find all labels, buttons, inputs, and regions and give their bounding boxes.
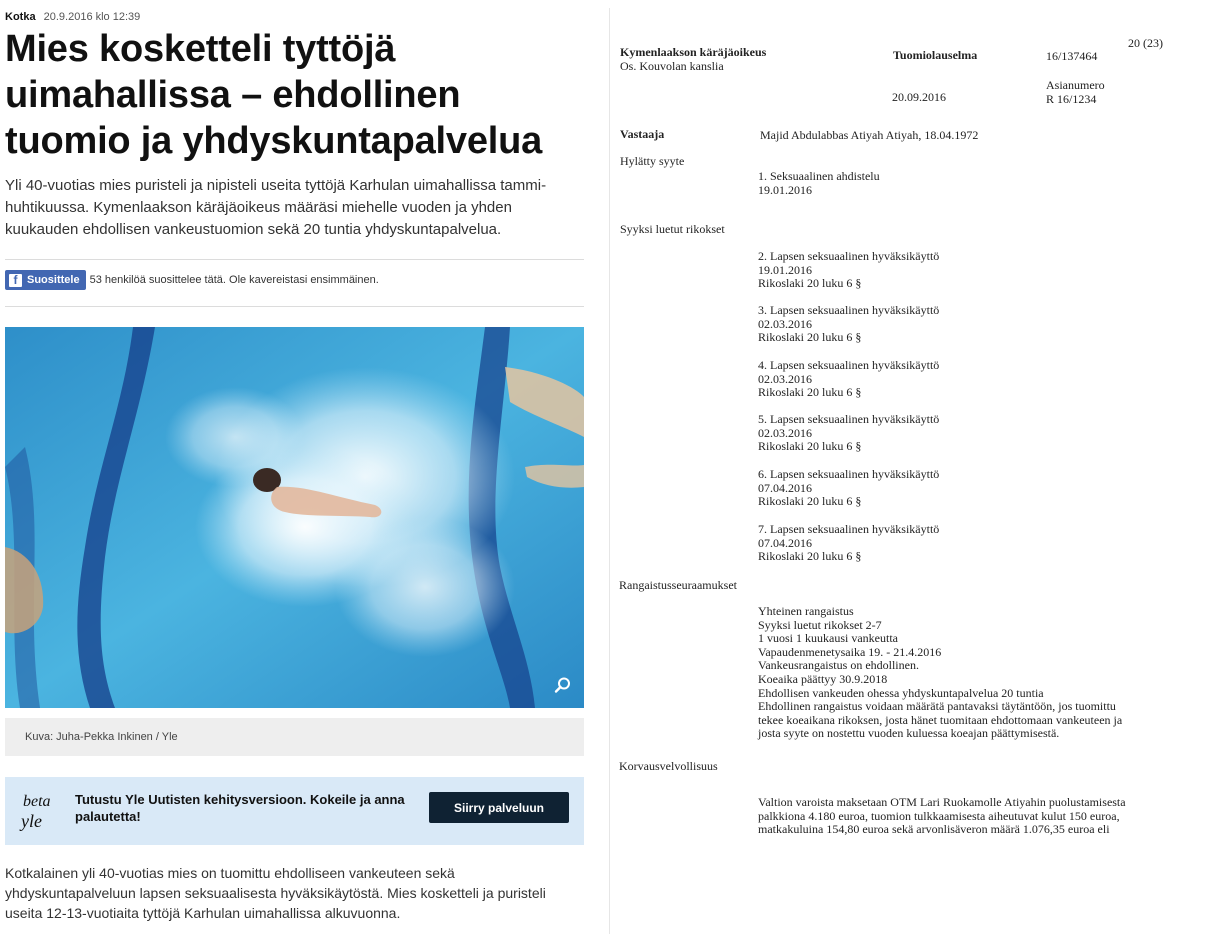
facebook-recommend-count: 53 henkilöä suosittelee tätä. Ole kavereistasi ensimmäinen. — [89, 274, 379, 286]
article-photo[interactable] — [5, 327, 584, 708]
court-document — [610, 0, 1206, 934]
beta-promo-text: Tutustu Yle Uutisten kehitysversioon. Kokeile ja anna palautetta! — [75, 792, 405, 824]
offense-item — [758, 523, 939, 564]
photo-caption — [5, 718, 584, 756]
offense-title: 3. Lapsen seksuaalinen hyväksikäyttö — [758, 303, 940, 317]
offense-law: Rikoslaki 20 luku 6 § — [758, 276, 862, 291]
swimmer-in-pool-image — [5, 327, 584, 708]
article-meta — [5, 11, 140, 23]
beta-logo-line-1: beta — [23, 793, 51, 810]
offense-date: 07.04.2016 — [758, 535, 812, 550]
offense-title: 2. Lapsen seksuaalinen hyväksikäyttö — [758, 249, 940, 263]
sanction-line: Vapaudenmenetysaika 19. - 21.4.2016 — [758, 644, 942, 659]
news-article — [5, 0, 585, 934]
offense-law: Rikoslaki 20 luku 6 § — [758, 549, 862, 564]
document-number: 16/137464 — [1046, 49, 1098, 63]
sanction-line: Ehdollinen rangaistus voidaan määrätä pantavaksi täytäntöön, jos tuomittu — [758, 699, 1116, 714]
offense-title: 4. Lapsen seksuaalinen hyväksikäyttö — [758, 358, 940, 372]
sanctions-block — [758, 605, 1122, 741]
facebook-recommend-label: Suosittele — [27, 274, 80, 286]
offense-title: 7. Lapsen seksuaalinen hyväksikäyttö — [758, 522, 940, 536]
offense-item — [758, 468, 939, 509]
dismissed-charge-label: Hylätty syyte — [620, 154, 685, 168]
court-office: Os. Kouvolan kanslia — [620, 59, 724, 73]
facebook-icon: f — [9, 274, 22, 287]
liability-label: Korvausvelvollisuus — [619, 759, 718, 773]
divider-bottom — [5, 306, 584, 307]
offense-title: 6. Lapsen seksuaalinen hyväksikäyttö — [758, 467, 940, 481]
article-date: 20.9.2016 klo 12:39 — [43, 11, 141, 23]
case-number-label: Asianumero — [1046, 78, 1105, 92]
sanction-line: Vankeusrangaistus on ehdollinen. — [758, 658, 919, 673]
court-name: Kymenlaakson käräjäoikeus — [620, 45, 767, 59]
sanction-line: Syyksi luetut rikokset 2-7 — [758, 617, 882, 632]
beta-yle-logo — [19, 789, 59, 833]
dismissed-charge-line: 1. Seksuaalinen ahdistelu — [758, 169, 880, 183]
divider-top — [5, 259, 584, 260]
page-number: 20 (23) — [1128, 36, 1163, 50]
document-date: 20.09.2016 — [892, 90, 946, 104]
defendant-name: Majid Abdulabbas Atiyah Atiyah, 18.04.1972 — [760, 128, 979, 142]
offense-law: Rikoslaki 20 luku 6 § — [758, 330, 862, 345]
sanction-line: Ehdollisen vankeuden ohessa yhdyskuntapalvelua 20 tuntia — [758, 685, 1044, 700]
dismissed-charge — [758, 170, 880, 197]
liability-line: matkakuluina 154,80 euroa sekä arvonlisäveron määrä 1.076,35 euroa eli — [758, 822, 1110, 837]
offense-date: 02.03.2016 — [758, 371, 812, 386]
offense-item — [758, 359, 939, 400]
sanctions-label: Rangaistusseuraamukset — [619, 578, 737, 592]
offense-law: Rikoslaki 20 luku 6 § — [758, 385, 862, 400]
facebook-recommend-button[interactable] — [5, 270, 86, 290]
beta-promo-banner — [5, 777, 584, 845]
offense-item — [758, 250, 939, 291]
article-body: Kotkalainen yli 40-vuotias mies on tuomittu ehdolliseen vankeuteen sekä yhdyskuntapalveluun lapsen seksuaalisesta hyväksikäytöstä. Mies kosketteli ja puristeli useita 12-13-vuotiaita tyttöjä Karhulan uimahallissa alkuvuonna. — [5, 865, 546, 921]
go-to-service-button[interactable]: Siirry palveluun — [429, 792, 569, 823]
liability-line: Valtion varoista maksetaan OTM Lari Ruokamolle Atiyahin puolustamisesta — [758, 795, 1126, 809]
offense-date: 07.04.2016 — [758, 480, 812, 495]
article-lead: Yli 40-vuotias mies puristeli ja nipisteli useita tyttöjä Karhulan uimahallissa tammi-huhtikuussa. Kymenlaakson käräjäoikeus määräsi miehelle vuoden ja yhden kuukauden ehdollisen vankeustuomion sekä 20 tuntia yhdyskuntapalvelua. — [5, 177, 547, 238]
article-headline: Mies kosketteli tyttöjä uimahallissa – ehdollinen tuomio ja yhdyskuntapalvelua — [5, 28, 543, 162]
sanction-line: josta syyte on nostettu vuoden kuluessa koeajan päättymisestä. — [758, 726, 1060, 741]
zoom-icon[interactable] — [550, 672, 576, 698]
liability-line: palkkiona 4.180 euroa, tuomion tulkkaamisesta aiheutuvat kulut 150 euroa, — [758, 808, 1120, 823]
offense-date: 02.03.2016 — [758, 316, 812, 331]
liability-block — [758, 796, 1126, 837]
offenses-label: Syyksi luetut rikokset — [620, 222, 725, 236]
article-category[interactable]: Kotka — [5, 11, 36, 23]
offense-title: 5. Lapsen seksuaalinen hyväksikäyttö — [758, 412, 940, 426]
sanction-line: Koeaika päättyy 30.9.2018 — [758, 671, 888, 686]
offense-law: Rikoslaki 20 luku 6 § — [758, 494, 862, 509]
sanction-line: 1 vuosi 1 kuukausi vankeutta — [758, 631, 898, 646]
case-number: R 16/1234 — [1046, 92, 1097, 106]
offense-item — [758, 304, 939, 345]
offense-law: Rikoslaki 20 luku 6 § — [758, 439, 862, 454]
sanction-line: Yhteinen rangaistus — [758, 604, 854, 618]
defendant-label: Vastaaja — [620, 127, 665, 141]
offense-date: 02.03.2016 — [758, 425, 812, 440]
offense-date: 19.01.2016 — [758, 262, 812, 277]
document-type: Tuomiolauselma — [893, 48, 978, 62]
dismissed-charge-line: 19.01.2016 — [758, 182, 812, 197]
sanction-line: tekee koeaikana rikoksen, josta hänet tuomitaan ehdottomaan vankeuteen ja — [758, 712, 1123, 727]
facebook-share-row — [5, 270, 379, 290]
beta-logo-line-2: yle — [21, 811, 42, 831]
photo-credit: Kuva: Juha-Pekka Inkinen / Yle — [25, 731, 178, 743]
offense-item — [758, 413, 939, 454]
